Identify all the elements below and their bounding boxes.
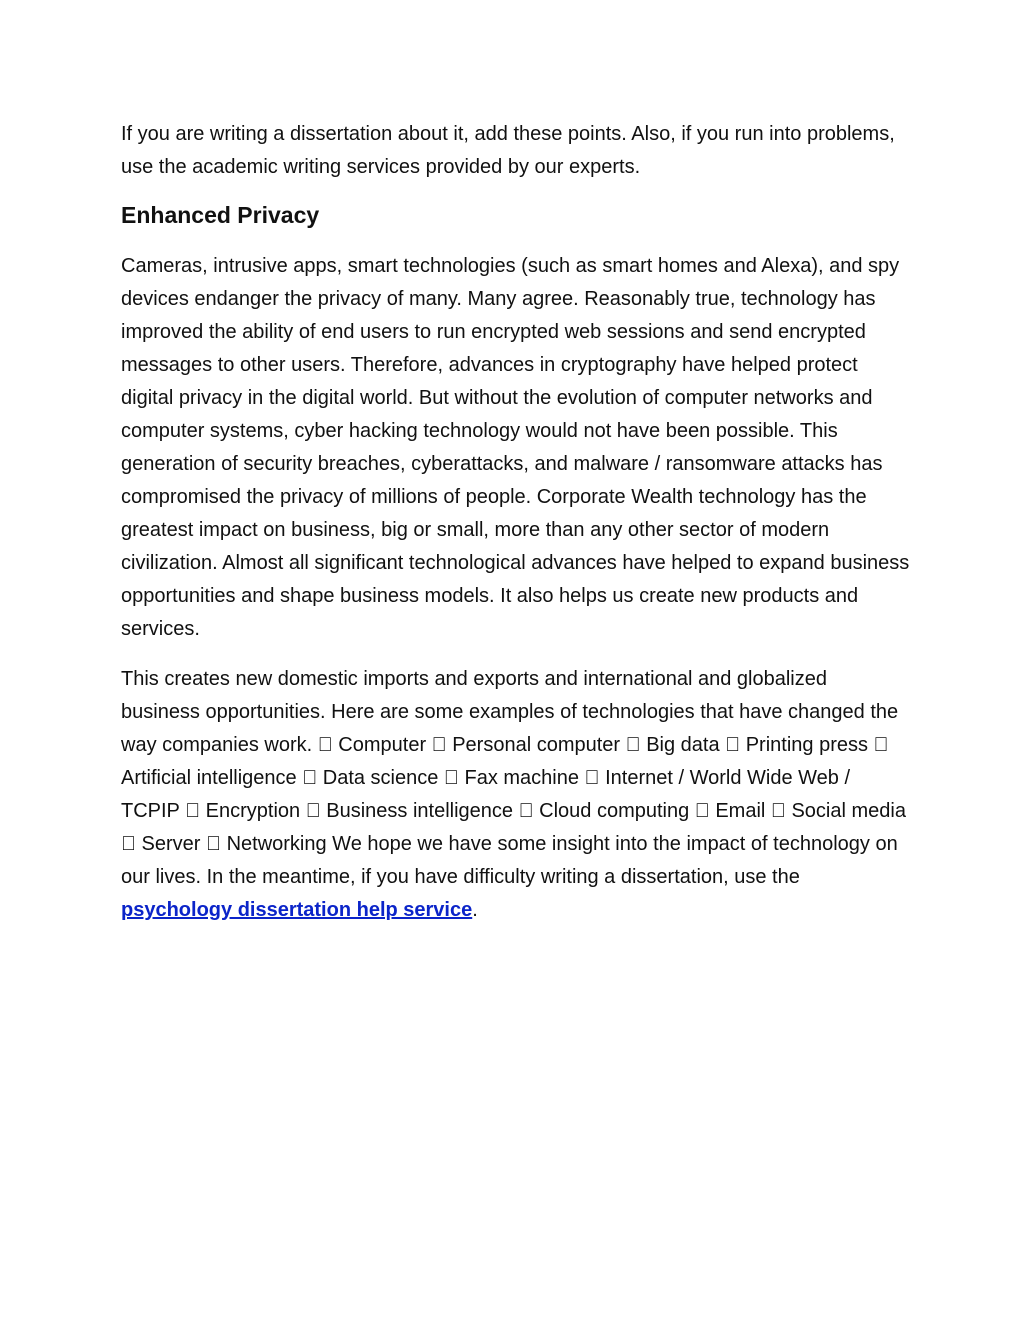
section-heading: Enhanced Privacy xyxy=(121,202,320,228)
final-punctuation: . xyxy=(863,866,869,888)
technologies-paragraph-text: This creates new domestic imports and exports and international and globalized business opportunities. Here are some examples of technologies that have changed the way companies work. Computer Personal computer Big data Printing press Artificial intelligence Data science Fax machine Internet / World Wide Web / TCPIP Encryption Business intelligence Cloud computing Email Social media Server Networking We hope we have some insight into the impact of technology on our lives. In the meantime, if you have difficulty writing a dissertation, use the xyxy=(121,668,899,888)
document-body xyxy=(121,118,911,927)
psychology-dissertation-help-link[interactable]: psychology dissertation help service xyxy=(511,866,864,888)
intro-paragraph: If you are writing a dissertation about it, add these points. Also, if you run into problems, use the academic writing services provided by our experts. xyxy=(121,123,895,178)
technologies-paragraph xyxy=(121,663,911,927)
privacy-paragraph: Cameras, intrusive apps, smart technologies (such as smart homes and Alexa), and spy devices endanger the privacy of many. Many agree. Reasonably true, technology has improved the ability of end users to run encrypted web sessions and send encrypted messages to other users. Therefore, advances in cryptography have helped protect digital privacy in the digital world. But without the evolution of computer networks and computer systems, cyber hacking technology would not have been possible. This generation of security breaches, cyberattacks, and malware / ransomware attacks has compromised the privacy of millions of people. Corporate Wealth technology has the greatest impact on business, big or small, more than any other sector of modern civilization. Almost all significant technological advances have helped to expand business opportunities and shape business models. It also helps us create new products and services. xyxy=(121,255,910,640)
